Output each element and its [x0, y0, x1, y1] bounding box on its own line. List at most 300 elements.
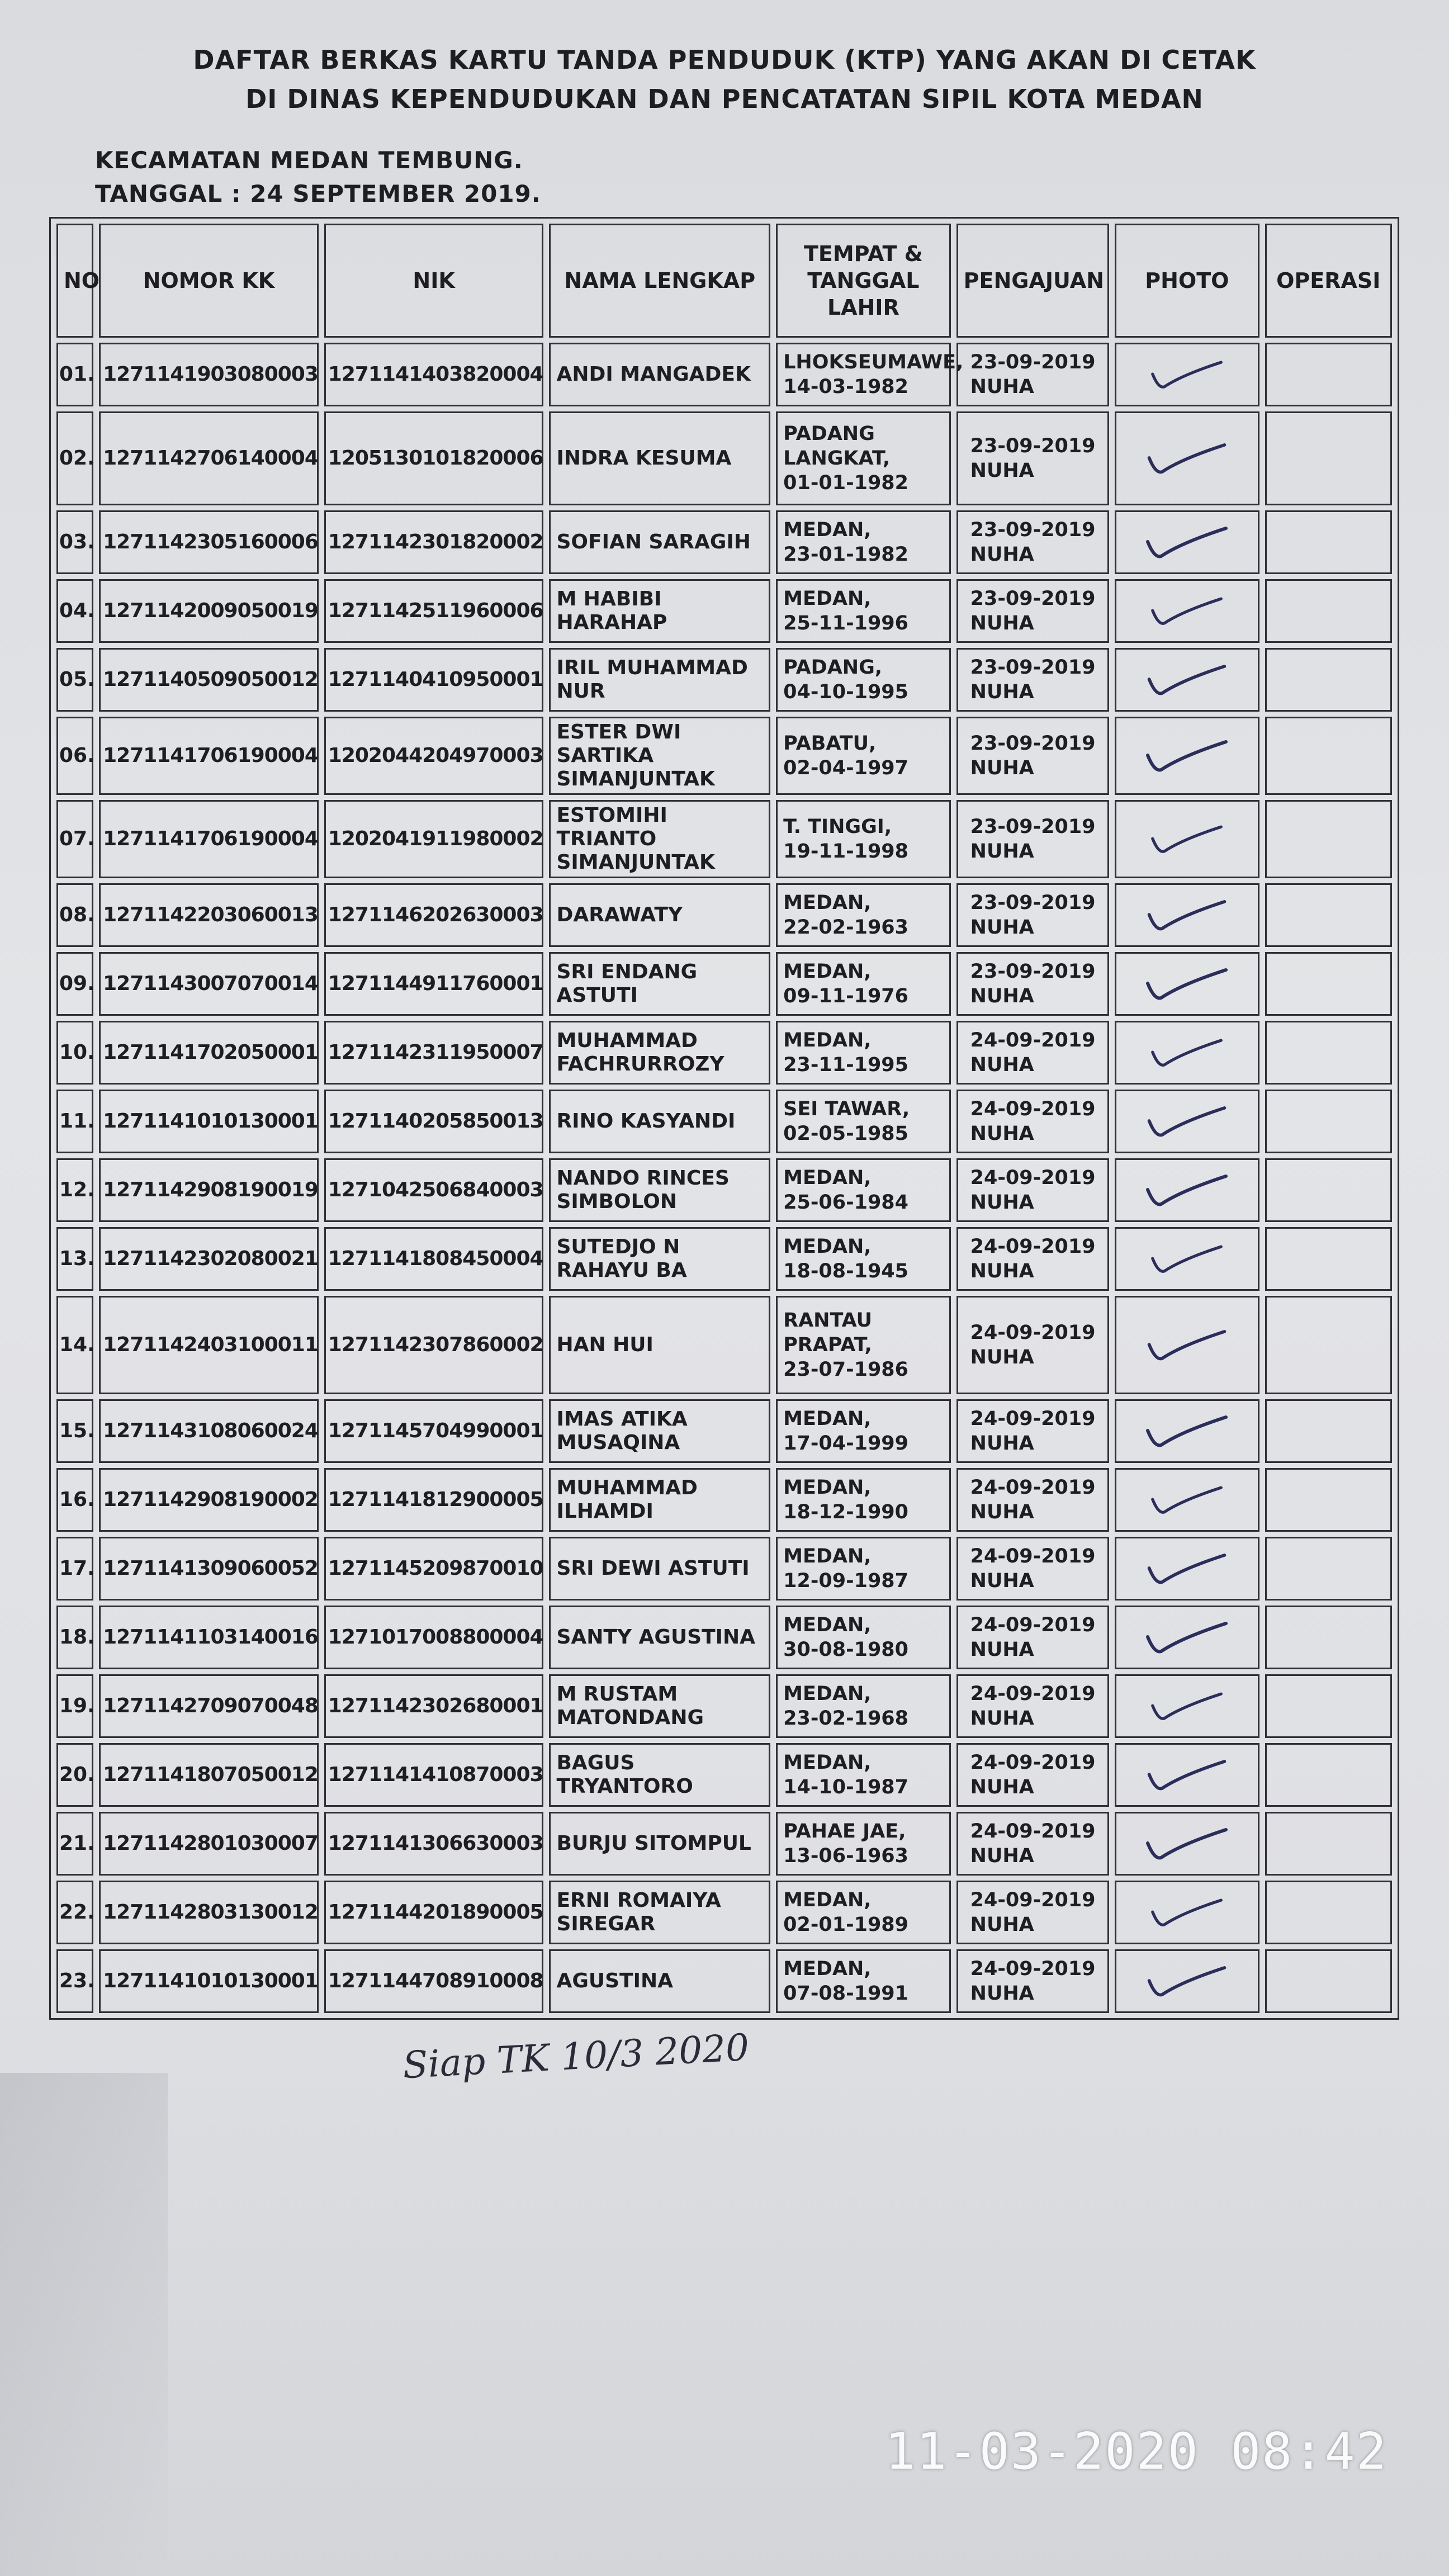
table-row	[56, 1949, 1392, 2013]
row-nik: 1271017008800004	[324, 1606, 544, 1669]
row-tempat-tanggal-lahir	[776, 1537, 951, 1600]
row-nomor-kk: 1271143007070014	[99, 952, 319, 1016]
row-no: 08.	[56, 883, 93, 947]
row-photo	[1115, 800, 1259, 878]
row-pengajuan	[956, 883, 1109, 947]
row-nama: IMAS ATIKA MUSAQINA	[549, 1399, 770, 1463]
row-tempat-tanggal-lahir	[776, 579, 951, 643]
row-nomor-kk: 1271142908190002	[99, 1468, 319, 1532]
row-pengajuan	[956, 1399, 1109, 1463]
photo-timestamp: 11-03-2020 08:42	[885, 2422, 1388, 2481]
row-tempat-tanggal-lahir	[776, 1674, 951, 1738]
row-petugas: NUHA	[970, 612, 1034, 634]
row-petugas: NUHA	[970, 1845, 1034, 1867]
row-tanggal-lahir: 25-11-1996	[783, 612, 909, 634]
row-operasi	[1265, 1949, 1392, 2013]
row-tempat-tanggal-lahir	[776, 1296, 951, 1394]
row-operasi	[1265, 800, 1392, 878]
table-row	[56, 1468, 1392, 1532]
checkmark-icon	[1122, 355, 1252, 394]
row-pengajuan	[956, 411, 1109, 505]
row-nomor-kk: 1271141807050012	[99, 1743, 319, 1807]
row-pengajuan-date: 24-09-2019	[970, 1476, 1096, 1499]
row-nama: INDRA KESUMA	[549, 411, 770, 505]
row-nama: M HABIBI HARAHAP	[549, 579, 770, 643]
row-nama: DARAWATY	[549, 883, 770, 947]
row-no: 05.	[56, 648, 93, 712]
row-no: 18.	[56, 1606, 93, 1669]
row-nik: 1271142511960006	[324, 579, 544, 643]
row-petugas: NUHA	[970, 1982, 1034, 2005]
row-nama: ANDI MANGADEK	[549, 343, 770, 406]
checkmark-icon	[1122, 1549, 1252, 1588]
row-pengajuan-date: 24-09-2019	[970, 1614, 1096, 1636]
row-pengajuan-date: 23-09-2019	[970, 732, 1096, 755]
row-petugas: NUHA	[970, 840, 1034, 863]
row-pengajuan	[956, 1090, 1109, 1153]
row-nik: 1271141812900005	[324, 1468, 544, 1532]
row-operasi	[1265, 717, 1392, 795]
row-pengajuan	[956, 1537, 1109, 1600]
row-nik: 1271140205850013	[324, 1090, 544, 1153]
table-row	[56, 1743, 1392, 1807]
row-nik: 1271141808450004	[324, 1227, 544, 1291]
checkmark-icon	[1122, 1412, 1252, 1451]
row-nama: SRI ENDANG ASTUTI	[549, 952, 770, 1016]
row-pengajuan-date: 24-09-2019	[970, 1167, 1096, 1189]
row-petugas: NUHA	[970, 1191, 1034, 1214]
row-photo	[1115, 1537, 1259, 1600]
row-tempat-tanggal-lahir	[776, 510, 951, 574]
row-petugas: NUHA	[970, 1123, 1034, 1145]
row-nik: 1271141403820004	[324, 343, 544, 406]
table-row	[56, 1537, 1392, 1600]
row-nik: 1205130101820006	[324, 411, 544, 505]
row-nik: 1271144911760001	[324, 952, 544, 1016]
row-nomor-kk: 1271142709070048	[99, 1674, 319, 1738]
row-nomor-kk: 1271142305160006	[99, 510, 319, 574]
row-pengajuan	[956, 952, 1109, 1016]
row-nama: M RUSTAM MATONDANG	[549, 1674, 770, 1738]
row-tempat-tanggal-lahir	[776, 1399, 951, 1463]
row-operasi	[1265, 1606, 1392, 1669]
row-no: 07.	[56, 800, 93, 878]
table-row	[56, 510, 1392, 574]
row-pengajuan-date: 23-09-2019	[970, 588, 1096, 610]
checkmark-icon	[1122, 1033, 1252, 1072]
row-petugas: NUHA	[970, 1776, 1034, 1798]
col-header-photo: PHOTO	[1115, 224, 1259, 338]
row-no: 23.	[56, 1949, 93, 2013]
row-tanggal-lahir: 14-10-1987	[783, 1776, 909, 1798]
row-pengajuan-date: 23-09-2019	[970, 519, 1096, 541]
row-nama: MUHAMMAD ILHAMDI	[549, 1468, 770, 1532]
row-nomor-kk: 1271141309060052	[99, 1537, 319, 1600]
row-tempat-tanggal-lahir	[776, 1743, 951, 1807]
row-nomor-kk: 1271142706140004	[99, 411, 319, 505]
table-row	[56, 1227, 1392, 1291]
row-tempat-tanggal-lahir	[776, 1227, 951, 1291]
checkmark-icon	[1122, 1962, 1252, 2001]
table-row	[56, 1674, 1392, 1738]
row-no: 09.	[56, 952, 93, 1016]
row-pengajuan-date: 24-09-2019	[970, 1098, 1096, 1120]
table-row	[56, 1296, 1392, 1394]
checkmark-icon	[1122, 896, 1252, 935]
handwritten-note: Siap TK 10/3 2020	[401, 2025, 750, 2087]
row-nik: 1271145704990001	[324, 1399, 544, 1463]
row-pengajuan	[956, 343, 1109, 406]
row-no: 21.	[56, 1812, 93, 1876]
row-nama: ERNI ROMAIYA SIREGAR	[549, 1881, 770, 1944]
row-pengajuan-date: 24-09-2019	[970, 1322, 1096, 1344]
row-operasi	[1265, 1090, 1392, 1153]
table-row	[56, 1158, 1392, 1222]
row-tempat: MEDAN,	[783, 1545, 872, 1568]
row-tempat: MEDAN,	[783, 1751, 872, 1774]
col-header-nomor-kk: NOMOR KK	[99, 224, 319, 338]
row-pengajuan-date: 24-09-2019	[970, 1029, 1096, 1052]
table-row	[56, 952, 1392, 1016]
row-tempat-tanggal-lahir	[776, 717, 951, 795]
row-nama: RINO KASYANDI	[549, 1090, 770, 1153]
row-nik: 1271142302680001	[324, 1674, 544, 1738]
row-pengajuan-date: 23-09-2019	[970, 435, 1096, 457]
row-tempat: RANTAU PRAPAT,	[783, 1309, 873, 1356]
table-row	[56, 648, 1392, 712]
row-no: 03.	[56, 510, 93, 574]
row-operasi	[1265, 1537, 1392, 1600]
row-tempat: PAHAE JAE,	[783, 1820, 906, 1843]
checkmark-icon	[1122, 1824, 1252, 1863]
row-nomor-kk: 1271142302080021	[99, 1227, 319, 1291]
row-tempat-tanggal-lahir	[776, 1949, 951, 2013]
row-tempat: MEDAN,	[783, 1889, 872, 1911]
row-no: 01.	[56, 343, 93, 406]
row-nomor-kk: 1271141103140016	[99, 1606, 319, 1669]
row-tanggal-lahir: 17-04-1999	[783, 1432, 909, 1455]
row-operasi	[1265, 411, 1392, 505]
row-operasi	[1265, 1881, 1392, 1944]
row-tanggal-lahir: 02-05-1985	[783, 1123, 909, 1145]
row-nik: 1271142301820002	[324, 510, 544, 574]
row-tempat: MEDAN,	[783, 1476, 872, 1499]
row-photo	[1115, 648, 1259, 712]
row-pengajuan-date: 24-09-2019	[970, 1408, 1096, 1430]
row-tanggal-lahir: 23-01-1982	[783, 543, 909, 566]
row-pengajuan	[956, 1606, 1109, 1669]
row-nama: HAN HUI	[549, 1296, 770, 1394]
row-photo	[1115, 1881, 1259, 1944]
row-pengajuan-date: 23-09-2019	[970, 892, 1096, 914]
row-nik: 1202041911980002	[324, 800, 544, 878]
row-photo	[1115, 1158, 1259, 1222]
checkmark-icon	[1122, 1102, 1252, 1141]
row-tanggal-lahir: 02-01-1989	[783, 1914, 909, 1936]
row-tanggal-lahir: 02-04-1997	[783, 757, 909, 779]
table-row	[56, 1021, 1392, 1085]
row-tanggal-lahir: 12-09-1987	[783, 1570, 909, 1592]
row-operasi	[1265, 510, 1392, 574]
table-row	[56, 800, 1392, 878]
row-nama: BAGUS TRYANTORO	[549, 1743, 770, 1807]
row-nomor-kk: 1271141706190004	[99, 800, 319, 878]
row-tanggal-lahir: 01-01-1982	[783, 472, 909, 494]
row-operasi	[1265, 1743, 1392, 1807]
row-tempat: MEDAN,	[783, 1958, 872, 1980]
checkmark-icon	[1122, 1239, 1252, 1278]
row-tempat-tanggal-lahir	[776, 952, 951, 1016]
row-petugas: NUHA	[970, 985, 1034, 1007]
row-operasi	[1265, 1399, 1392, 1463]
row-pengajuan	[956, 1021, 1109, 1085]
row-tempat-tanggal-lahir	[776, 800, 951, 878]
row-tempat: MEDAN,	[783, 1167, 872, 1189]
row-tempat-tanggal-lahir	[776, 1158, 951, 1222]
row-operasi	[1265, 579, 1392, 643]
row-photo	[1115, 1296, 1259, 1394]
row-nomor-kk: 1271141010130001	[99, 1090, 319, 1153]
row-no: 14.	[56, 1296, 93, 1394]
row-nama: ESTER DWI SARTIKA SIMANJUNTAK	[549, 717, 770, 795]
row-photo	[1115, 1227, 1259, 1291]
row-petugas: NUHA	[970, 376, 1034, 398]
row-tanggal-lahir: 23-02-1968	[783, 1707, 909, 1730]
table-header-row	[56, 224, 1392, 338]
table-row	[56, 579, 1392, 643]
row-petugas: NUHA	[970, 1432, 1034, 1455]
row-nomor-kk: 1271142801030007	[99, 1812, 319, 1876]
row-pengajuan-date: 23-09-2019	[970, 960, 1096, 983]
col-header-pengajuan: PENGAJUAN	[956, 224, 1109, 338]
row-pengajuan	[956, 1674, 1109, 1738]
row-no: 16.	[56, 1468, 93, 1532]
row-pengajuan-date: 23-09-2019	[970, 816, 1096, 838]
row-petugas: NUHA	[970, 916, 1034, 939]
row-photo	[1115, 1468, 1259, 1532]
checkmark-icon	[1122, 1755, 1252, 1794]
ktp-table	[49, 217, 1399, 2020]
row-tempat: T. TINGGI,	[783, 816, 892, 838]
row-petugas: NUHA	[970, 1639, 1034, 1661]
row-photo	[1115, 1949, 1259, 2013]
row-tempat: PABATU,	[783, 732, 877, 755]
row-nama: ESTOMIHI TRIANTO SIMANJUNTAK	[549, 800, 770, 878]
row-pengajuan	[956, 1158, 1109, 1222]
row-pengajuan-date: 24-09-2019	[970, 1820, 1096, 1843]
row-pengajuan	[956, 579, 1109, 643]
row-pengajuan	[956, 1949, 1109, 2013]
row-nik: 1271145209870010	[324, 1537, 544, 1600]
row-nama: SUTEDJO N RAHAYU BA	[549, 1227, 770, 1291]
row-photo	[1115, 510, 1259, 574]
row-no: 02.	[56, 411, 93, 505]
row-photo	[1115, 952, 1259, 1016]
row-tempat: MEDAN,	[783, 892, 872, 914]
row-nik: 1202044204970003	[324, 717, 544, 795]
row-nama: IRIL MUHAMMAD NUR	[549, 648, 770, 712]
row-nomor-kk: 1271141706190004	[99, 717, 319, 795]
row-pengajuan-date: 24-09-2019	[970, 1958, 1096, 1980]
row-tempat: PADANG LANGKAT,	[783, 423, 891, 470]
row-petugas: NUHA	[970, 681, 1034, 703]
row-nomor-kk: 1271142908190019	[99, 1158, 319, 1222]
checkmark-icon	[1122, 591, 1252, 631]
row-operasi	[1265, 343, 1392, 406]
row-nomor-kk: 1271140509050012	[99, 648, 319, 712]
row-petugas: NUHA	[970, 1501, 1034, 1523]
row-petugas: NUHA	[970, 1914, 1034, 1936]
row-pengajuan	[956, 1881, 1109, 1944]
row-tanggal-lahir: 23-07-1986	[783, 1358, 909, 1381]
row-tanggal-lahir: 19-11-1998	[783, 840, 909, 863]
row-nik: 1271141306630003	[324, 1812, 544, 1876]
row-no: 19.	[56, 1674, 93, 1738]
row-no: 06.	[56, 717, 93, 795]
row-tempat: SEI TAWAR,	[783, 1098, 910, 1120]
row-tempat: PADANG,	[783, 656, 883, 679]
table-row	[56, 1812, 1392, 1876]
row-tanggal-lahir: 14-03-1982	[783, 376, 909, 398]
row-tanggal-lahir: 13-06-1963	[783, 1845, 909, 1867]
row-tempat-tanggal-lahir	[776, 1606, 951, 1669]
row-nik: 1271142311950007	[324, 1021, 544, 1085]
row-tempat: MEDAN,	[783, 588, 872, 610]
row-petugas: NUHA	[970, 543, 1034, 566]
document-title-line1: DAFTAR BERKAS KARTU TANDA PENDUDUK (KTP) YANG AKAN DI CETAK	[193, 45, 1256, 75]
checkmark-icon	[1122, 736, 1252, 775]
row-pengajuan	[956, 800, 1109, 878]
row-operasi	[1265, 1468, 1392, 1532]
row-nomor-kk: 1271142203060013	[99, 883, 319, 947]
checkmark-icon	[1122, 1618, 1252, 1657]
row-operasi	[1265, 1674, 1392, 1738]
row-tanggal-lahir: 04-10-1995	[783, 681, 909, 703]
row-nik: 1271144708910008	[324, 1949, 544, 2013]
row-nama: BURJU SITOMPUL	[549, 1812, 770, 1876]
row-nomor-kk: 1271142803130012	[99, 1881, 319, 1944]
table-row	[56, 1606, 1392, 1669]
row-photo	[1115, 1606, 1259, 1669]
row-nomor-kk: 1271141903080003	[99, 343, 319, 406]
kecamatan-label: KECAMATAN MEDAN TEMBUNG.	[95, 146, 523, 174]
row-pengajuan	[956, 510, 1109, 574]
row-pengajuan-date: 24-09-2019	[970, 1683, 1096, 1705]
row-pengajuan-date: 23-09-2019	[970, 351, 1096, 373]
row-nik: 1271142307860002	[324, 1296, 544, 1394]
table-row	[56, 717, 1392, 795]
row-tempat-tanggal-lahir	[776, 1021, 951, 1085]
row-photo	[1115, 343, 1259, 406]
row-tempat: MEDAN,	[783, 960, 872, 983]
row-nama: NANDO RINCES SIMBOLON	[549, 1158, 770, 1222]
row-petugas: NUHA	[970, 1346, 1034, 1368]
row-pengajuan-date: 24-09-2019	[970, 1889, 1096, 1911]
row-tempat: LHOKSEUMAWE,	[783, 351, 964, 373]
col-header-tempat-tanggal-lahir: TEMPAT & TANGGAL LAHIR	[776, 224, 951, 338]
row-photo	[1115, 717, 1259, 795]
row-tempat-tanggal-lahir	[776, 411, 951, 505]
checkmark-icon	[1122, 1171, 1252, 1210]
row-pengajuan-date: 23-09-2019	[970, 656, 1096, 679]
row-nik: 1271140410950001	[324, 648, 544, 712]
tanggal-label: TANGGAL : 24 SEPTEMBER 2019.	[95, 180, 541, 207]
row-pengajuan	[956, 648, 1109, 712]
row-tempat-tanggal-lahir	[776, 1881, 951, 1944]
checkmark-icon	[1122, 820, 1252, 859]
table-row	[56, 1399, 1392, 1463]
row-photo	[1115, 1812, 1259, 1876]
row-photo	[1115, 883, 1259, 947]
row-nik: 1271144201890005	[324, 1881, 544, 1944]
table-row	[56, 411, 1392, 505]
row-operasi	[1265, 1812, 1392, 1876]
row-no: 10.	[56, 1021, 93, 1085]
row-no: 20.	[56, 1743, 93, 1807]
row-no: 04.	[56, 579, 93, 643]
row-nama: SANTY AGUSTINA	[549, 1606, 770, 1669]
row-nomor-kk: 1271141010130001	[99, 1949, 319, 2013]
checkmark-icon	[1122, 660, 1252, 699]
row-petugas: NUHA	[970, 1707, 1034, 1730]
row-pengajuan-date: 24-09-2019	[970, 1751, 1096, 1774]
table-row	[56, 343, 1392, 406]
row-operasi	[1265, 1021, 1392, 1085]
row-nomor-kk: 1271142403100011	[99, 1296, 319, 1394]
row-operasi	[1265, 883, 1392, 947]
row-tempat-tanggal-lahir	[776, 1812, 951, 1876]
row-tempat: MEDAN,	[783, 1614, 872, 1636]
row-photo	[1115, 579, 1259, 643]
row-tempat-tanggal-lahir	[776, 883, 951, 947]
row-tanggal-lahir: 22-02-1963	[783, 916, 909, 939]
checkmark-icon	[1122, 964, 1252, 1003]
row-pengajuan	[956, 1743, 1109, 1807]
row-operasi	[1265, 1227, 1392, 1291]
col-header-no: NO	[56, 224, 93, 338]
checkmark-icon	[1122, 1687, 1252, 1726]
row-tempat: MEDAN,	[783, 1408, 872, 1430]
row-photo	[1115, 411, 1259, 505]
row-no: 12.	[56, 1158, 93, 1222]
row-nik: 1271042506840003	[324, 1158, 544, 1222]
row-nama: SOFIAN SARAGIH	[549, 510, 770, 574]
row-tanggal-lahir: 23-11-1995	[783, 1054, 909, 1076]
row-pengajuan	[956, 1468, 1109, 1532]
row-tanggal-lahir: 07-08-1991	[783, 1982, 909, 2005]
row-tempat-tanggal-lahir	[776, 648, 951, 712]
checkmark-icon	[1122, 523, 1252, 562]
row-tempat: MEDAN,	[783, 519, 872, 541]
row-tempat-tanggal-lahir	[776, 343, 964, 406]
row-photo	[1115, 1743, 1259, 1807]
row-pengajuan	[956, 1296, 1109, 1394]
checkmark-icon	[1122, 1480, 1252, 1519]
row-petugas: NUHA	[970, 1054, 1034, 1076]
col-header-nik: NIK	[324, 224, 544, 338]
row-tempat: MEDAN,	[783, 1235, 872, 1258]
col-header-nama: NAMA LENGKAP	[549, 224, 770, 338]
table-row	[56, 1090, 1392, 1153]
row-operasi	[1265, 1296, 1392, 1394]
row-operasi	[1265, 1158, 1392, 1222]
row-photo	[1115, 1674, 1259, 1738]
row-no: 11.	[56, 1090, 93, 1153]
row-no: 15.	[56, 1399, 93, 1463]
row-tanggal-lahir: 18-12-1990	[783, 1501, 909, 1523]
row-nomor-kk: 1271142009050019	[99, 579, 319, 643]
row-tempat-tanggal-lahir	[776, 1090, 951, 1153]
